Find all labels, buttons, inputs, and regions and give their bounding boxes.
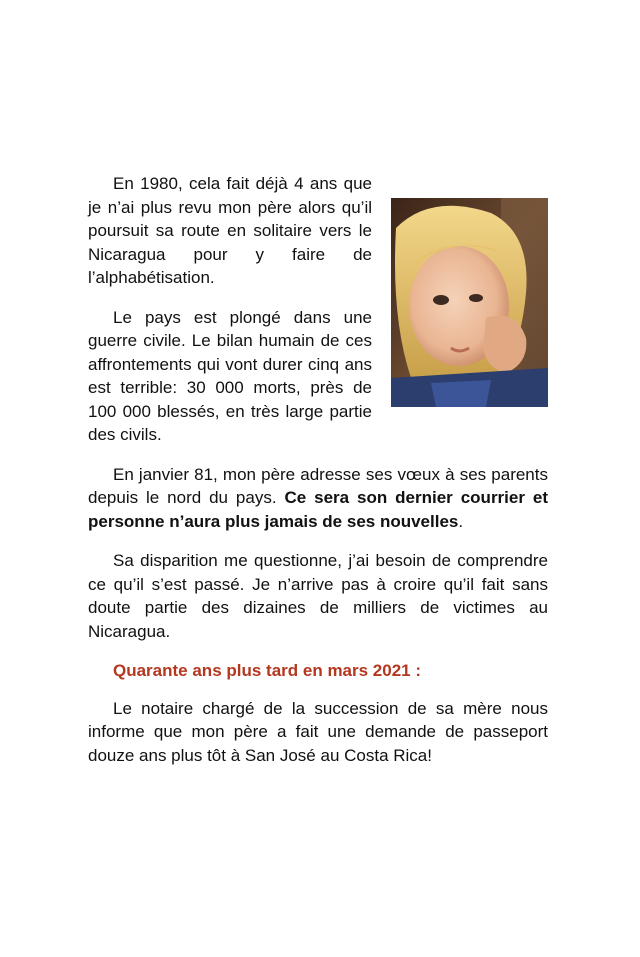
paragraph-1: En 1980, cela fait déjà 4 ans que je n’ai plus revu mon père alors qu’il poursuit sa route en solitaire vers le Nicaragua pour y faire de l’alphabétisation. bbox=[88, 174, 372, 287]
intro-text-column bbox=[88, 172, 372, 463]
section-heading: Quarante ans plus tard en mars 2021 : bbox=[113, 661, 422, 680]
paragraph-5: Le notaire chargé de la succession de sa mère nous informe que mon père a fait une demande de passeport douze ans plus tôt à San José au Costa Rica! bbox=[88, 698, 548, 765]
paragraph-3-bold: Ce sera son dernier courrier et personne n’aura plus jamais de ses nouvelles bbox=[88, 488, 548, 531]
paragraph-4: Sa disparition me questionne, j’ai besoin de comprendre ce qu’il s’est passé. Je n’arrive pas à croire qu’il fait sans doute partie des dizaines de milliers de victimes au Nicaragua. bbox=[88, 551, 548, 641]
paragraph-3-text: En janvier 81, mon père adresse ses vœux à ses parents depuis le nord du pays. bbox=[88, 464, 548, 507]
child-portrait-image bbox=[391, 198, 548, 407]
child-photo bbox=[391, 198, 548, 407]
paragraph-3-end: . bbox=[458, 511, 464, 531]
paragraph-3 bbox=[88, 463, 548, 534]
paragraph-2: Le pays est plongé dans une guerre civile. Le bilan humain de ces affrontements qui vont durer cinq ans est terrible: 30 000 morts, près de 100 000 blessés, en très large partie des civils. bbox=[88, 307, 372, 444]
page-content bbox=[88, 172, 548, 783]
intro-row bbox=[88, 172, 548, 463]
